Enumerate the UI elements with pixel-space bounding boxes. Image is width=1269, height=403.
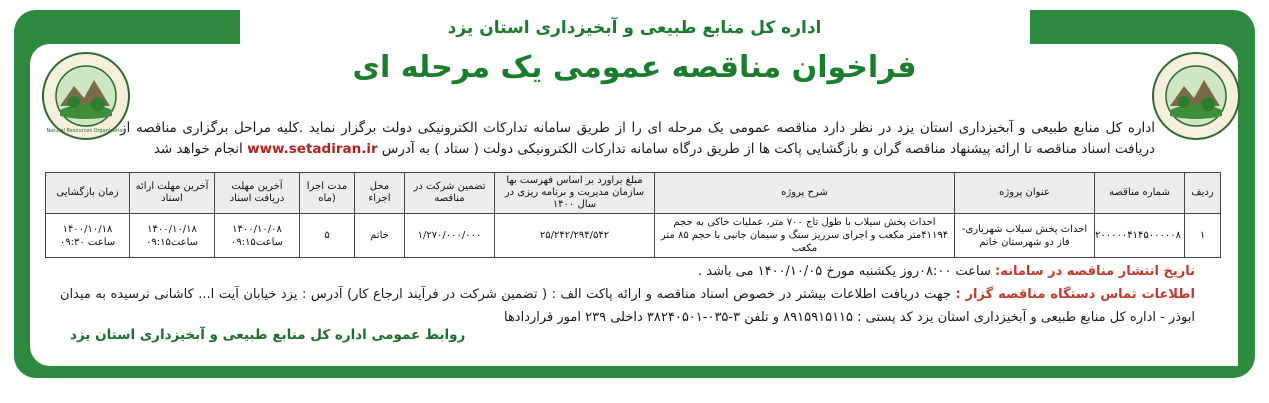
guarantee-amount: ۱/۲۷۰/۰۰۰/۰۰۰ xyxy=(405,214,495,258)
contact-line xyxy=(60,283,1195,329)
opening-hour: ساعت ۰۹:۳۰ xyxy=(59,236,116,248)
col-header: زمان بازگشایی xyxy=(46,173,130,214)
submit-deadline xyxy=(130,214,215,258)
publish-text: ساعت ۰۸:۰۰روز یکشنبه مورخ ۱۴۰۰/۱۰/۰۵ می باشد . xyxy=(697,264,991,279)
row-number: ۱ xyxy=(1185,214,1221,258)
website-link[interactable]: www.setadiran.ir xyxy=(247,141,378,157)
col-header: عنوان پروژه xyxy=(955,173,1095,214)
table-header-row xyxy=(46,173,1221,214)
receive-deadline-time: ساعت۰۹:۱۵ xyxy=(230,236,284,248)
tender-number: ۲۰۰۰۰۰۴۱۴۵۰۰۰۰۰۸ xyxy=(1095,214,1185,258)
col-header: شرح پروژه xyxy=(655,173,955,214)
location: خاتم xyxy=(355,214,405,258)
opening-date: ۱۴۰۰/۱۰/۱۸ xyxy=(62,223,113,235)
publish-label: تاریخ انتشار مناقصه در سامانه: xyxy=(995,264,1195,279)
col-header: محل اجراء xyxy=(355,173,405,214)
submit-deadline-date: ۱۴۰۰/۱۰/۱۸ xyxy=(147,223,197,235)
receive-deadline xyxy=(215,214,300,258)
organization-subtitle: اداره کل منابع طبیعی و آبخیزداری استان یزد xyxy=(447,18,822,38)
opening-time xyxy=(46,214,130,258)
intro-text-end: انجام خواهد شد xyxy=(153,141,243,157)
submit-deadline-time: ساعت۰۹:۱۵ xyxy=(145,236,199,248)
estimate-amount: ۲۵/۲۴۲/۲۹۴/۵۴۲ xyxy=(495,214,655,258)
col-header: آخرین مهلت ارائه اسناد xyxy=(130,173,215,214)
project-description: احداث پخش سیلاب با طول تاج ۷۰۰ متر، عملیات خاکی به حجم ۴۱۱۹۴متر مکعب و اجرای سرریز سنگ و سیمان جانبی با حجم ۸۵ متر مکعب xyxy=(655,214,955,258)
project-title: احداث پخش سیلاب شهریاری- فاز دو شهرستان خاتم xyxy=(955,214,1095,258)
intro-text: اداره کل منابع طبیعی و آبخیزداری استان یزد در نظر دارد مناقصه عمومی یک مرحله ای را از طریق سامانه تدارکات الکترونیکی دولت برگزار نماید .کلیه مراحل برگزاری مناقصه از دریافت اسناد مناقصه تا ارائه پیشنهاد مناقصه گران و بازگشایی پاکت ها از طریق درگاه سامانه تدارکات الکترونیکی دولت ( ستاد ) به آدرس xyxy=(120,120,1155,157)
tender-table xyxy=(45,172,1221,258)
col-header: مدت اجرا (ماه xyxy=(300,173,355,214)
col-header: مبلغ براورد بر اساس فهرست بها سازمان مدیریت و برنامه ریزی در سال ۱۴۰۰ xyxy=(495,173,655,214)
public-relations-signature: روابط عمومی اداره کل منابع طبیعی و آبخیزداری استان یزد xyxy=(70,327,466,343)
col-header: شماره مناقصه xyxy=(1095,173,1185,214)
intro-paragraph xyxy=(120,118,1155,160)
info-section xyxy=(60,260,1195,329)
table-row xyxy=(46,214,1221,258)
col-header: آخرین مهلت دریافت اسناد xyxy=(215,173,300,214)
contact-text: جهت دریافت اطلاعات بیشتر در خصوص اسناد مناقصه و ارائه پاکت الف : ( تضمین شرکت در فرآیند ارجاع کار) آدرس : یزد خیابان آیت ا... کاشانی نرسیده به میدان ابوذر - اداره کل منابع طبیعی و آبخیزداری استان یزد کد پستی : ۸۹۱۵۹۱۵۱۱۵ و تلفن ۳-۰۳۵-۳۸۲۴۰۵۰۱ داخلی ۲۳۹ امور قراردادها xyxy=(60,287,1195,325)
col-header: تضمین شرکت در مناقصه xyxy=(405,173,495,214)
emblem-caption: Natural Resources Organization xyxy=(46,128,126,134)
duration: ۵ xyxy=(300,214,355,258)
page-title: فراخوان مناقصه عمومی یک مرحله ای xyxy=(352,50,917,85)
receive-deadline-date: ۱۴۰۰/۱۰/۰۸ xyxy=(232,223,282,235)
col-header: ردیف xyxy=(1185,173,1221,214)
contact-label: اطلاعات تماس دستگاه مناقصه گزار : xyxy=(955,287,1195,302)
publish-line xyxy=(60,260,1195,283)
